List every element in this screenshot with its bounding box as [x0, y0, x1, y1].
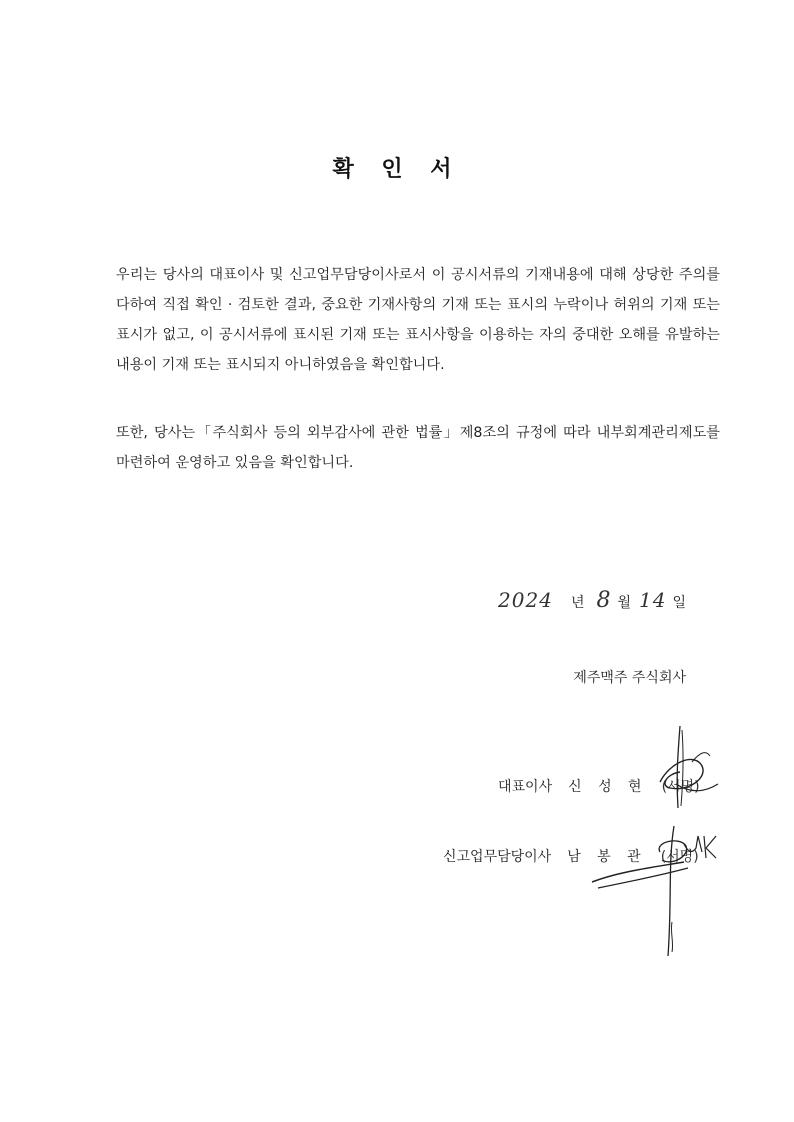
date-year-unit: 년	[570, 595, 585, 611]
document-title: 확 인 서	[332, 157, 462, 182]
date-day-unit: 일	[672, 595, 686, 611]
date-year: 2024	[498, 588, 553, 612]
ceo-role: 대표이사	[498, 779, 553, 795]
internal-control-paragraph: 또한, 당사는「주식회사 등의 외부감사에 관한 법률」제8조의 규정에 따라 내부회계관리제도를 마련하여 운영하고 있음을 확인합니다.	[116, 425, 720, 471]
ceo-seal-label: (서명)	[661, 779, 700, 795]
cfo-handwritten-signature	[588, 822, 718, 962]
cfo-name: 남 봉 관	[567, 849, 647, 865]
cfo-signature-line	[443, 846, 699, 866]
ceo-name: 신 성 현	[568, 779, 648, 795]
date-month-unit: 월	[617, 595, 632, 611]
cfo-seal-label: (서명)	[660, 849, 699, 865]
company-name: 제주맥주 주식회사	[573, 670, 686, 686]
confirmation-paragraph: 우리는 당사의 대표이사 및 신고업무담당이사로서 이 공시서류의 기재내용에 대해 상당한 주의를 다하여 직접 확인 · 검토한 결과, 중요한 기재사항의 기재 또는 표시의 누락이나 허위의 기재 또는 표시가 없고, 이 공시서류에 표시된 기재 또는 표시사항을 이용하는 자의 중대한 오해를 유발하는 내용이 기재 또는 표시되지 아니하였음을 확인합니다.	[116, 267, 720, 373]
ceo-signature-line	[498, 776, 700, 796]
date-month: 8	[596, 588, 612, 613]
date-line	[498, 588, 686, 613]
ceo-handwritten-signature	[640, 722, 722, 812]
date-day: 14	[639, 588, 667, 612]
cfo-role: 신고업무담당이사	[443, 849, 552, 865]
